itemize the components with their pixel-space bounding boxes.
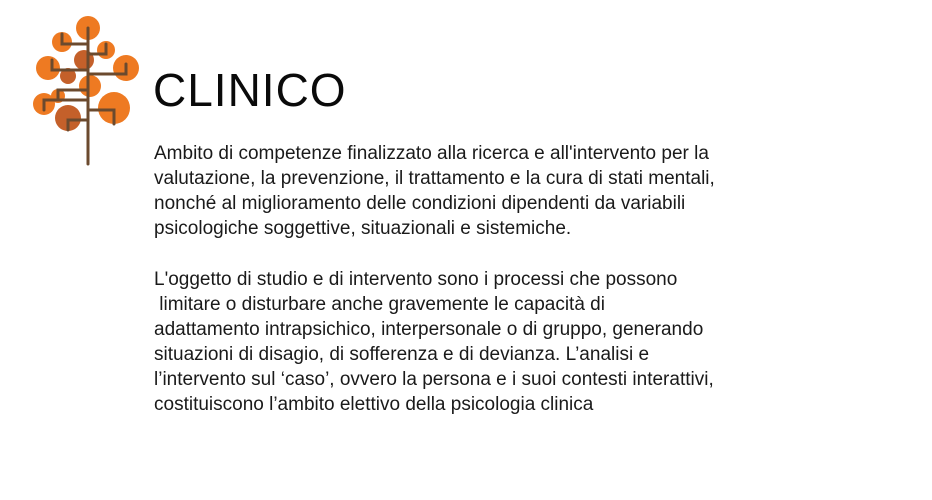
description-paragraph-2 (154, 267, 914, 417)
paragraph-line: situazioni di disagio, di sofferenza e di devianza. L’analisi e (154, 344, 650, 365)
page-title: CLINICO (153, 64, 347, 116)
leaf-circle (79, 75, 101, 97)
paragraph-line: nonché al miglioramento delle condizioni dipendenti da variabili (154, 193, 686, 214)
paragraph-line: L'oggetto di studio e di intervento sono i processi che possono (154, 269, 678, 290)
paragraph-line: adattamento intrapsichico, interpersonale o di gruppo, generando (154, 319, 704, 340)
paragraph-line: valutazione, la prevenzione, il trattamento e la cura di stati mentali, (154, 168, 715, 189)
paragraph-line: costituiscono l’ambito elettivo della psicologia clinica (154, 394, 594, 415)
paragraph-line: psicologiche soggettive, situazionali e sistemiche. (154, 218, 572, 239)
tree-icon (28, 14, 144, 166)
paragraph-line: Ambito di competenze finalizzato alla ricerca e all'intervento per la (154, 143, 709, 164)
paragraph-line: l’intervento sul ‘caso’, ovvero la persona e i suoi contesti interattivi, (154, 369, 714, 390)
leaf-circle (36, 56, 60, 80)
paragraph-line: limitare o disturbare anche gravemente le capacità di (154, 294, 605, 315)
description-paragraph-1 (154, 141, 914, 241)
tree-logo (28, 14, 144, 166)
